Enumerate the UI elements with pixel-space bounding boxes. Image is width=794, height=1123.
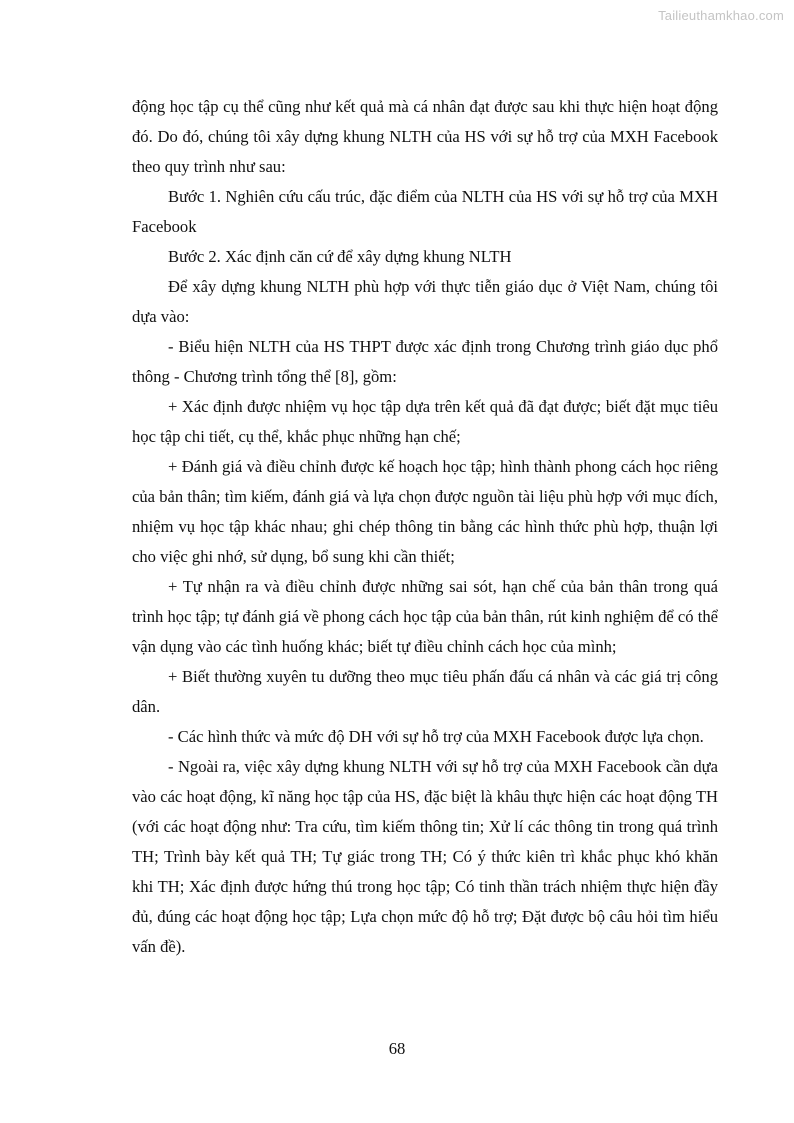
paragraph-step-1: Bước 1. Nghiên cứu cấu trúc, đặc điểm của NLTH của HS với sự hỗ trợ của MXH Facebook xyxy=(132,187,718,236)
paragraph-bullet-additional: - Ngoài ra, việc xây dựng khung NLTH với sự hỗ trợ của MXH Facebook cần dựa vào các hoạt động, kĩ năng học tập của HS, đặc biệt là khâu thực hiện các hoạt động TH (với các hoạt động như: Tra cứu, tìm kiếm thông tin; Xử lí các thông tin trong quá trình TH; Trình bày kết quả TH; Tự giác trong TH; Có ý thức kiên trì khắc phục khó khăn khi TH; Xác định được hứng thú trong học tập; Có tinh thần trách nhiệm thực hiện đầy đủ, đúng các hoạt động học tập; Lựa chọn mức độ hỗ trợ; Đặt được bộ câu hỏi tìm hiểu vấn đề). xyxy=(132,757,718,956)
paragraph-plus-item-4: + Biết thường xuyên tu dưỡng theo mục tiêu phấn đấu cá nhân và các giá trị công dân. xyxy=(132,667,718,716)
paragraph-intro-continuation: động học tập cụ thể cũng như kết quả mà cá nhân đạt được sau khi thực hiện hoạt động đó. Do đó, chúng tôi xây dựng khung NLTH của HS với sự hỗ trợ của MXH Facebook theo quy trình như sau: xyxy=(132,97,718,176)
page-number: 68 xyxy=(388,1039,406,1058)
paragraph-plus-item-1: + Xác định được nhiệm vụ học tập dựa trên kết quả đã đạt được; biết đặt mục tiêu học tập chi tiết, cụ thể, khắc phục những hạn chế; xyxy=(132,397,718,446)
paragraph-bullet-curriculum: - Biểu hiện NLTH của HS THPT được xác định trong Chương trình giáo dục phổ thông - Chương trình tổng thể [8], gồm: xyxy=(132,337,718,386)
document-body xyxy=(132,92,718,962)
paragraph-bullet-forms: - Các hình thức và mức độ DH với sự hỗ trợ của MXH Facebook được lựa chọn. xyxy=(168,727,704,746)
watermark-text: Tailieuthamkhao.com xyxy=(658,8,784,23)
paragraph-basis-intro: Để xây dựng khung NLTH phù hợp với thực tiễn giáo dục ở Việt Nam, chúng tôi dựa vào: xyxy=(132,277,718,326)
paragraph-step-2: Bước 2. Xác định căn cứ để xây dựng khung NLTH xyxy=(168,247,512,266)
paragraph-plus-item-3: + Tự nhận ra và điều chỉnh được những sai sót, hạn chế của bản thân trong quá trình học tập; tự đánh giá về phong cách học tập của bản thân, rút kinh nghiệm để có thể vận dụng vào các tình huống khác; biết tự điều chỉnh cách học của mình; xyxy=(132,577,718,656)
paragraph-plus-item-2: + Đánh giá và điều chỉnh được kế hoạch học tập; hình thành phong cách học riêng của bản thân; tìm kiếm, đánh giá và lựa chọn được nguồn tài liệu phù hợp với mục đích, nhiệm vụ học tập khác nhau; ghi chép thông tin bằng các hình thức phù hợp, thuận lợi cho việc ghi nhớ, sử dụng, bổ sung khi cần thiết; xyxy=(132,457,718,566)
